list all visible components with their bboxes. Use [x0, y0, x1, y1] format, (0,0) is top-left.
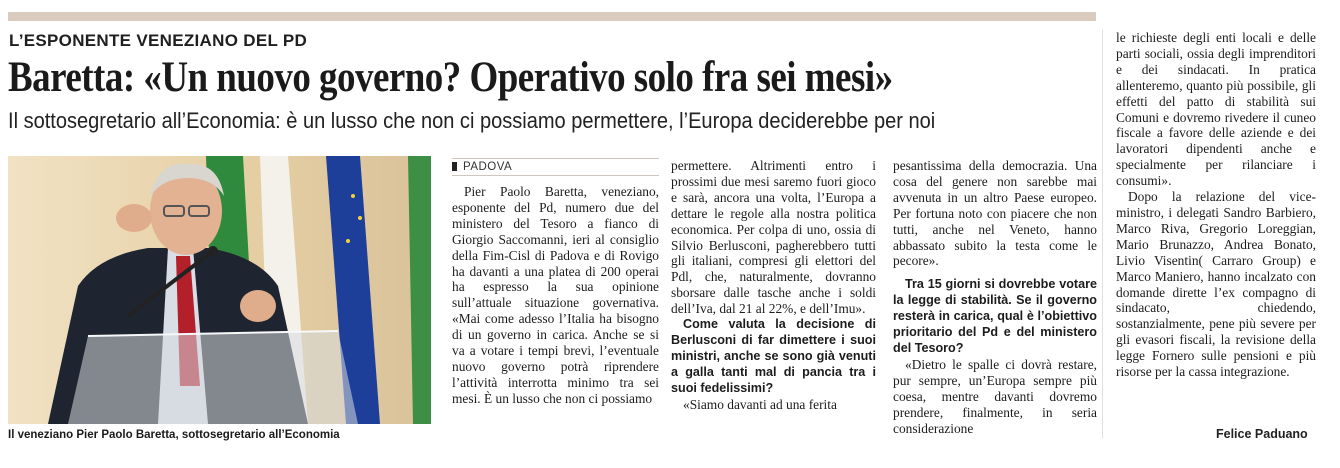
body-paragraph: pesantissima della democrazia. Una cosa del genere non sarebbe mai avvenuta in un altro Paese europeo. Per fortuna noto con piacere che non tutti, anche nel Veneto, hanno abbassato subito la testa come le pecore».: [893, 158, 1097, 269]
body-paragraph: «Dietro le spalle ci dovrà restare, pur sempre, un’Europa sempre più coesa, mentre davanti dovremo prendere, finalmente, in seria considerazione: [893, 356, 1097, 436]
body-paragraph: permettere. Altrimenti entro i prossimi due mesi saremo fuori gioco e sarà, ancora una volta, l’Europa a dettare le regole alla nostra politica economica. Per colpa di uno, ossia di Silvio Berlusconi, pagherebbero tutti gli italiani, compresi gli elettori del Pdl, che, naturalmente, dovranno sborsare dalle tasche anche i soldi dell’Iva, dal 21 al 22%, e dell’Imu».: [671, 158, 876, 317]
dateline-text: PADOVA: [463, 161, 513, 173]
body-paragraph: «Siamo davanti ad una ferita: [683, 396, 837, 412]
article-photo: [8, 156, 431, 424]
body-paragraph: Dopo la relazione del vice-ministro, i delegati Sandro Barbiero, Marco Riva, Gregorio Loreggian, Mario Brunazzo, Andrea Bonato, Livio Visentin( Carraro Group) e Marco Maniero, hanno incalzato con domande dirette l’ex compagno di sindacato, chiedendo, sostanzialmente, pene più severe per gli evasori fiscali, la revisione della legge Fornero sulle pensioni e più risorse per la cassa integrazione.: [1116, 189, 1316, 380]
subheadline: Il sottosegretario all’Economia: è un lusso che non ci possiamo permettere, l’Europa deciderebbe per noi: [8, 108, 936, 133]
photo-illustration: [8, 156, 431, 424]
byline: Felice Paduano: [1216, 427, 1308, 441]
body-paragraph: le richieste degli enti locali e delle parti sociali, ossia degli imprenditori e dei sindacati. In pratica allenteremo, quanto più possibile, gli effetti del patto di stabilità sui Comuni e dovremo rivedere il cuneo fiscale a favore delle aziende e dei lavoratori dipendenti anche e specialmente per rilanciare i consumi».: [1116, 30, 1316, 189]
article-column-3: [893, 158, 1097, 443]
article-column-2: [671, 158, 876, 443]
top-color-bar: [8, 12, 1096, 21]
dateline-marker: [452, 162, 457, 171]
body-paragraph: Pier Paolo Baretta, veneziano, esponente del Pd, numero due del ministero del Tesoro a fianco di Giorgio Saccomanni, ieri al consiglio della Fim-Cisl di Padova e di Rovigo ha davanti a una platea di 200 operai ha espresso la sua opinione sull’attuale situazione governativa. «Mai come adesso l’Italia ha bisogno di un governo in carica. Anche se si va a votare i tempi brevi, l’eventuale nuovo governo potrà riprendere l’attività interrotta minimo tra sei mesi. È un lusso che non ci possiamo: [452, 184, 659, 406]
photo-caption: Il veneziano Pier Paolo Baretta, sottosegretario all’Economia: [8, 429, 340, 441]
interview-question: Come valuta la decisione di Berlusconi di far dimettere i suoi ministri, anche se sono già venuti a galla tanti mal di pancia tra i suoi fedelissimi?: [671, 317, 876, 395]
dateline: [452, 158, 659, 176]
article-column-1: [452, 158, 659, 443]
headline: Baretta: «Un nuovo governo? Operativo solo fra sei mesi»: [8, 54, 893, 101]
interview-question: Tra 15 giorni si dovrebbe votare la legge di stabilità. Se il governo resterà in carica, qual è l’obiettivo prioritario del Pd e del ministero del Tesoro?: [893, 277, 1097, 355]
article-column-4: [1116, 30, 1316, 430]
column-divider: [1102, 30, 1103, 438]
kicker: L’ESPONENTE VENEZIANO DEL PD: [9, 31, 308, 50]
